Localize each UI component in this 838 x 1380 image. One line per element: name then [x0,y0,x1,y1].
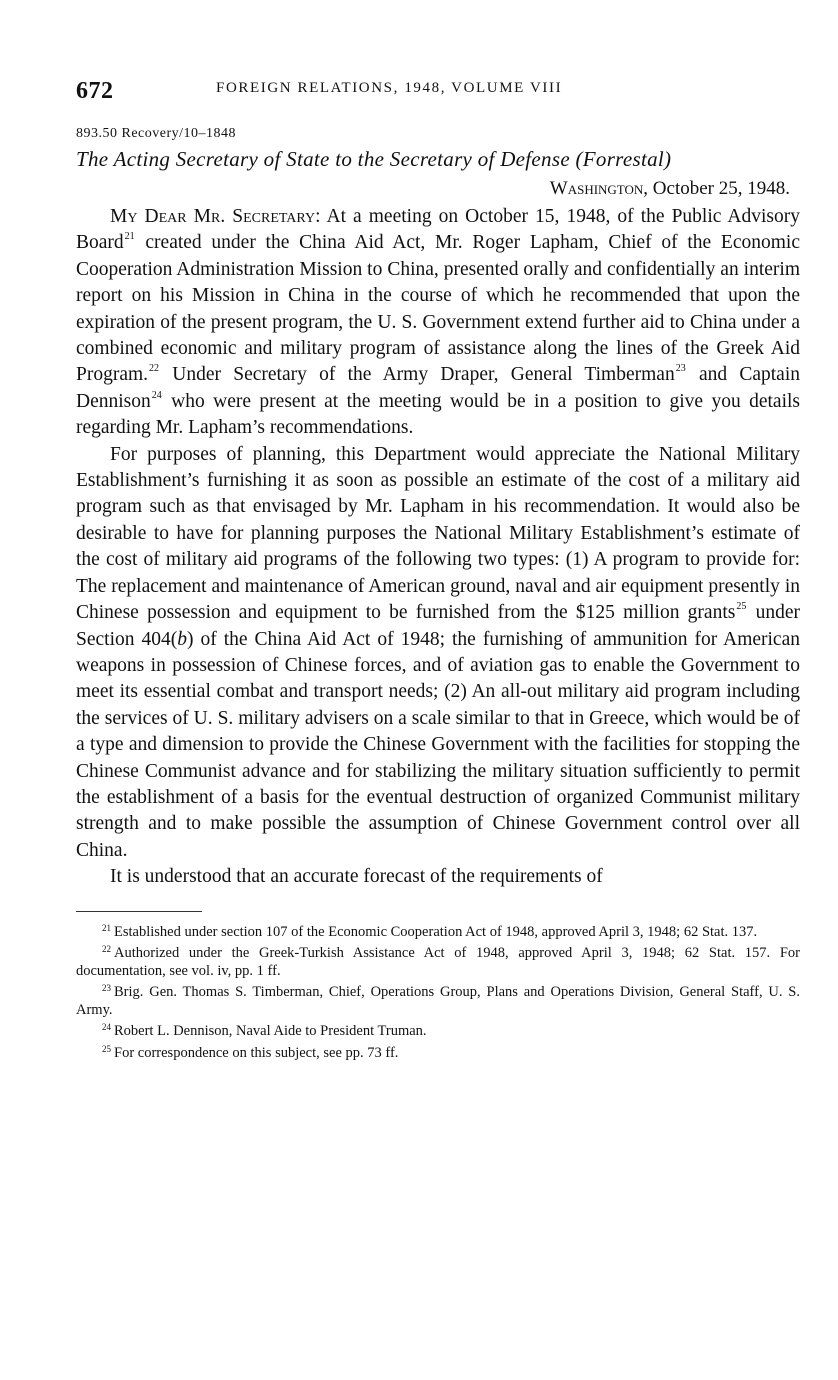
footnote-number: 25 [102,1043,111,1054]
footnote-ref-22[interactable]: 22 [149,363,160,375]
file-reference: 893.50 Recovery/10–1848 [76,126,237,141]
running-head: FOREIGN RELATIONS, 1948, VOLUME VIII [216,80,563,96]
paragraph-2-text-b: under Section 404( [76,602,800,650]
paragraph-3: It is understood that an accurate forecast of the requirements of [110,866,603,888]
page-number: 672 [76,78,114,104]
footnote [76,941,800,980]
footnote-ref-24[interactable]: 24 [151,389,162,401]
footnote-text: Established under section 107 of the Economic Cooperation Act of 1948, approved April 3, 1948; 62 Stat. 137. [114,923,758,940]
footnote-text: Robert L. Dennison, Naval Aide to President Truman. [114,1023,427,1040]
paragraph-2-text-a: For purposes of planning, this Department would appreciate the National Military Establishment’s furnishing it as soon as possible an estimate of the cost of a military aid program such as that envisaged by Mr. Lapham in his recommendation. It would also be desirable to have for planning purposes the National Military Establishment’s estimate of the cost of military aid programs of the following two types: (1) A program to provide for: The replacement and maintenance of American ground, naval and air equipment presently in Chinese possession and equipment to be furnished from the $125 million grants [76,443,800,624]
footnote [76,1019,800,1041]
dateline [76,178,790,200]
footnote-ref-23[interactable]: 23 [675,363,686,375]
footnote [76,1041,800,1063]
paragraph-1-text-d: and Captain Dennison [76,364,801,412]
dateline-place: Washington [549,178,644,199]
paragraph-2 [76,442,800,865]
paragraph-2-text-c: ) of the China Aid Act of 1948; the furnishing of ammunition for American weapons in possession of Chinese forces, and of aviation gas to enable the Government to meet its essential combat and transport needs; (2) An all-out military aid program including the services of U. S. military advisers on a scale similar to that in Greece, which would be of a type and dimension to provide the Chinese Government with the facilities for stopping the Chinese Communist advance and for stabilizing the military situation sufficiently to permit the establishment of a basis for the eventual destruction of organized Communist military strength and to make possible the assumption of Chinese Government control over all China. [76,628,800,861]
footnote-number: 23 [102,983,111,994]
page-header [76,76,800,114]
footnote-number: 21 [102,922,111,933]
footnote-text: Brig. Gen. Thomas S. Timberman, Chief, Operations Group, Plans and Operations Division, General Staff, U. S. Army. [76,984,800,1018]
paragraph-1-text-e: who were present at the meeting would be in a position to give you details regarding Mr. Lapham’s recommendations. [76,390,800,439]
paragraph-1-text-c: Under Secretary of the Army Draper, General Timberman [160,364,675,386]
footnote-text: Authorized under the Greek-Turkish Assistance Act of 1948, approved April 3, 1948; 62 Stat. 157. For documentation, see vol. iv, pp. 1 ff. [76,945,800,979]
paragraph-1-text-b: created under the China Aid Act, Mr. Roger Lapham, Chief of the Economic Cooperation Administration Mission to China, presented orally and confidentially an interim report on his Mission in China in the course of which he recommended that upon the expiration of the present program, the U. S. Government extend further aid to China under a combined economic and military program of assistance along the lines of the Greek Aid Program. [76,232,800,386]
paragraph-1-text-a: : At a meeting on October 15, 1948, of the Public Advisory Board [76,206,800,254]
footnote [76,980,800,1019]
paragraph-1 [76,204,800,442]
footnotes [76,920,800,1063]
salutation: My Dear Mr. Secretary [110,206,316,227]
footnote-ref-25[interactable]: 25 [736,601,747,613]
footnote-ref-21[interactable]: 21 [124,231,135,243]
footnote-text: For correspondence on this subject, see pp. 73 ff. [114,1044,399,1061]
dateline-date: , October 25, 1948. [643,178,790,199]
footnote [76,920,800,942]
footnote-divider [76,911,202,912]
footnote-number: 24 [102,1022,111,1033]
paragraph-2-italic: b [177,628,187,650]
letter-body [76,204,800,891]
document-title: The Acting Secretary of State to the Secretary of Defense (Forrestal) [76,147,672,171]
footnote-number: 22 [102,944,111,955]
